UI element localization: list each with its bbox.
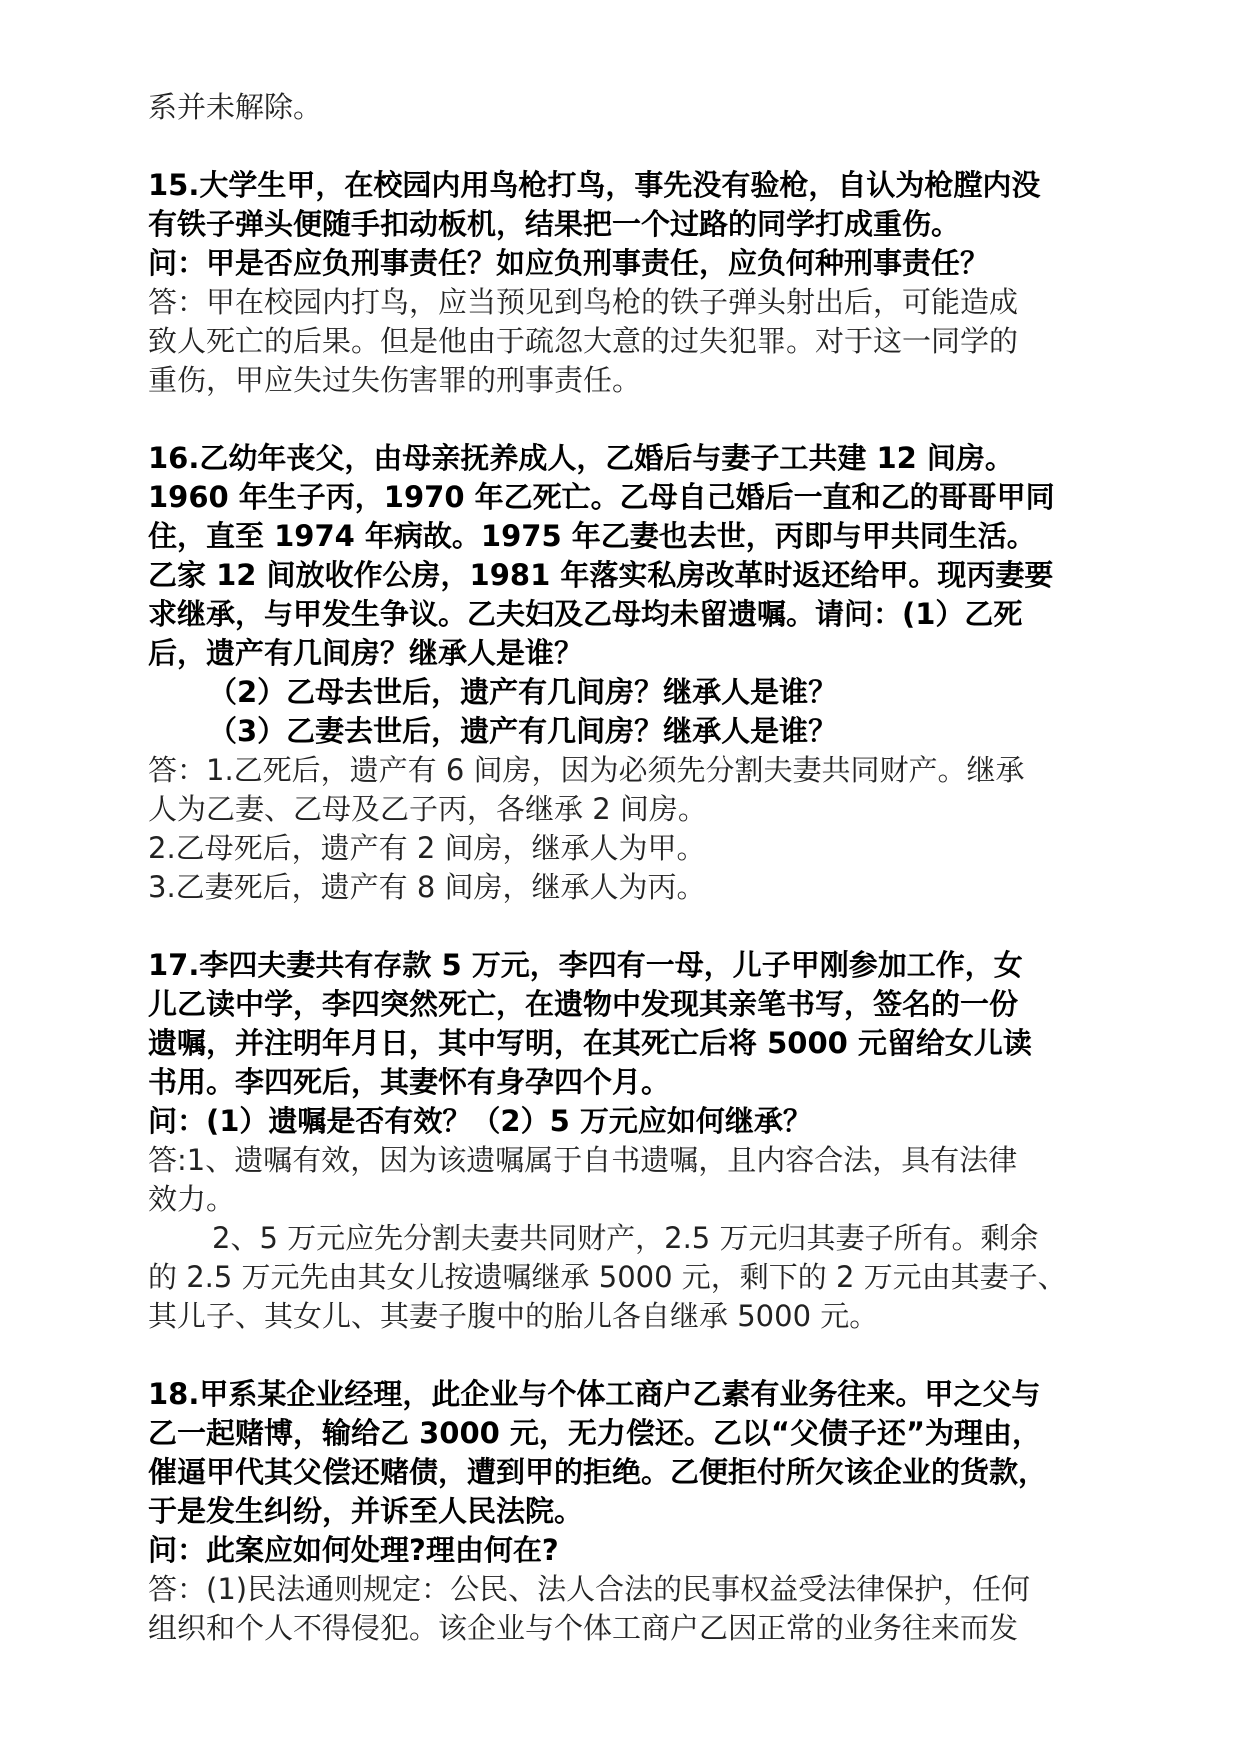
question-line: 18.甲系某企业经理，此企业与个体工商户乙素有业务往来。甲之父与 (148, 1377, 1041, 1411)
answer-line: 答：甲在校园内打鸟，应当预见到鸟枪的铁子弹头射出后，可能造成 (148, 285, 1019, 319)
answer-line: 重伤，甲应失过失伤害罪的刑事责任。 (148, 363, 642, 397)
question-line: 问：(1）遗嘱是否有效？（2）5 万元应如何继承？ (148, 1104, 812, 1138)
answer-line: 其儿子、其女儿、其妻子腹中的胎儿各自继承 5000 元。 (148, 1299, 879, 1333)
question-line: 乙家 12 间放收作公房，1981 年落实私房改革时返还给甲。现丙妻要 (148, 558, 1054, 592)
paragraph-gap (148, 400, 1148, 439)
answer-line: 人为乙妻、乙母及乙子丙，各继承 2 间房。 (148, 792, 707, 826)
question-line: 问：甲是否应负刑事责任？如应负刑事责任，应负何种刑事责任？ (148, 246, 990, 280)
question-line: 遗嘱，并注明年月日，其中写明，在其死亡后将 5000 元留给女儿读 (148, 1026, 1032, 1060)
paragraph-gap (148, 127, 1148, 166)
answer-line: 效力。 (148, 1182, 236, 1216)
answer-line: 系并未解除。 (148, 90, 323, 124)
question-line: 后，遗产有几间房？继承人是谁？ (148, 636, 584, 670)
question-line: 有铁子弹头便随手扣动板机，结果把一个过路的同学打成重伤。 (148, 207, 961, 241)
paragraph-gap (148, 1336, 1148, 1375)
answer-line: 答：(1)民法通则规定：公民、法人合法的民事权益受法律保护，任何 (148, 1572, 1031, 1606)
answer-line: 组织和个人不得侵犯。该企业与个体工商户乙因正常的业务往来而发 (148, 1611, 1019, 1645)
question-line: 16.乙幼年丧父，由母亲抚养成人，乙婚后与妻子工共建 12 间房。 (148, 441, 1014, 475)
question-line: 催逼甲代其父偿还赌债，遭到甲的拒绝。乙便拒付所欠该企业的货款， (148, 1455, 1048, 1489)
question-line: 书用。李四死后，其妻怀有身孕四个月。 (148, 1065, 671, 1099)
question-line: 于是发生纠纷，并诉至人民法院。 (148, 1494, 584, 1528)
question-line: 住，直至 1974 年病故。1975 年乙妻也去世，丙即与甲共同生活。 (148, 519, 1036, 553)
answer-line: 2.乙母死后，遗产有 2 间房，继承人为甲。 (148, 831, 706, 865)
question-line: 15.大学生甲，在校园内用鸟枪打鸟，事先没有验枪，自认为枪膛内没 (148, 168, 1041, 202)
question-line: 乙一起赌博，输给乙 3000 元，无力偿还。乙以“父债子还”为理由， (148, 1416, 1042, 1450)
answer-line: 3.乙妻死后，遗产有 8 间房，继承人为丙。 (148, 870, 706, 904)
question-line: （2）乙母去世后，遗产有几间房？继承人是谁？ (208, 675, 838, 709)
answer-line: 的 2.5 万元先由其女儿按遗嘱继承 5000 元，剩下的 2 万元由其妻子、 (148, 1260, 1067, 1294)
question-line: 儿乙读中学，李四突然死亡，在遗物中发现其亲笔书写，签名的一份 (148, 987, 1019, 1021)
question-line: 1960 年生子丙，1970 年乙死亡。乙母自己婚后一直和乙的哥哥甲同 (148, 480, 1055, 514)
answer-line: 答:1、遗嘱有效，因为该遗嘱属于自书遗嘱，且内容合法，具有法律 (148, 1143, 1018, 1177)
question-line: 17.李四夫妻共有存款 5 万元，李四有一母，儿子甲刚参加工作，女 (148, 948, 1023, 982)
question-line: （3）乙妻去世后，遗产有几间房？继承人是谁？ (208, 714, 838, 748)
question-line: 问：此案应如何处理?理由何在? (148, 1533, 559, 1567)
paragraph-gap (148, 907, 1148, 946)
document-page (148, 88, 1148, 1648)
question-line: 求继承，与甲发生争议。乙夫妇及乙母均未留遗嘱。请问：(1）乙死 (148, 597, 1023, 631)
answer-line: 答：1.乙死后，遗产有 6 间房，因为必须先分割夫妻共同财产。继承 (148, 753, 1025, 787)
answer-line: 2、5 万元应先分割夫妻共同财产，2.5 万元归其妻子所有。剩余 (212, 1221, 1039, 1255)
answer-line: 致人死亡的后果。但是他由于疏忽大意的过失犯罪。对于这一同学的 (148, 324, 1019, 358)
